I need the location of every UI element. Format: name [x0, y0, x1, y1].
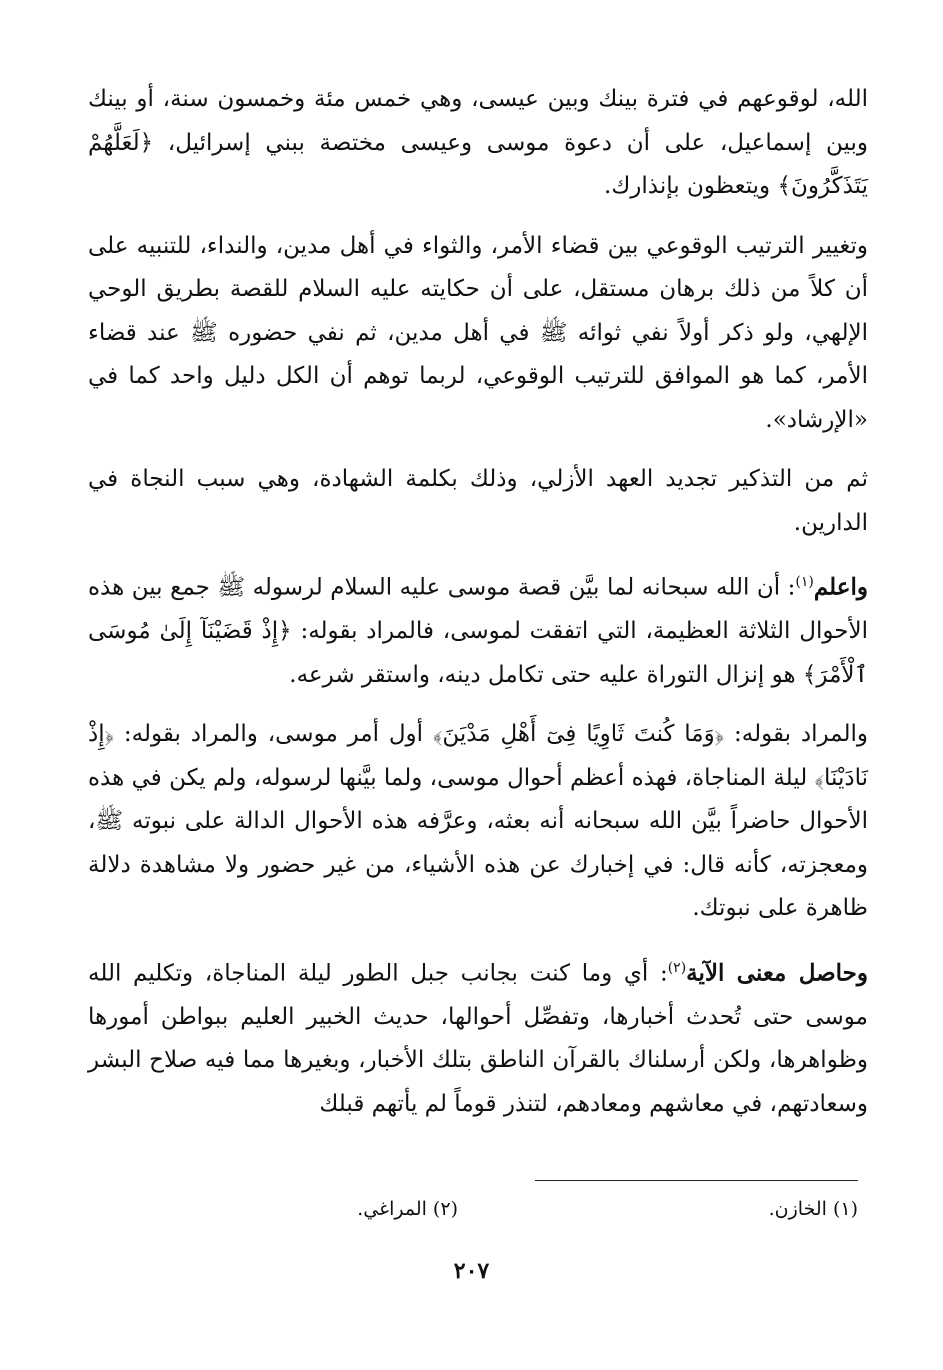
paragraph-6-lead: وحاصل معنى الآية: [686, 959, 868, 987]
paragraph-4-text: : أن الله سبحانه لما بيَّن قصة موسى عليه السلام لرسوله ﷺ جمع بين هذه الأحوال الثلاثة العظيمة، التي اتفقت لموسى، فالمراد بقوله: ﴿إِذْ قَضَيْنَآ إِلَىٰ مُوسَى ٱلْأَمْرَ﴾ هو إنزال التوراة عليه حتى تكامل دينه، واستقر شرعه.: [88, 574, 868, 688]
footnote-separator: [535, 1180, 858, 1181]
paragraph-5: [88, 713, 868, 931]
paragraph-2-text: وتغيير الترتيب الوقوعي بين قضاء الأمر، والثواء في أهل مدين، والنداء، للتنبيه على أن كلاً من ذلك برهان مستقل، على أن حكايته عليه السلام للقصة بطريق الوحي الإلهي، ولو ذكر أولاً نفي ثوائه ﷺ في أهل مدين، ثم نفي حضوره ﷺ عند قضاء الأمر، كما هو الموافق للترتيب الوقوعي، لربما توهم أن الكل دليل واحد كما في «الإرشاد».: [88, 232, 868, 433]
paragraph-4-lead: واعلم: [813, 573, 868, 601]
paragraph-3-text: ثم من التذكير تجديد العهد الأزلي، وذلك بكلمة الشهادة، وهي سبب النجاة في الدارين.: [88, 466, 868, 536]
paragraph-1: [88, 78, 868, 209]
paragraph-6-text: : أي وما كنت بجانب جبل الطور ليلة المناجاة، وتكليم الله موسى حتى تُحدث أخبارها، وتفصِّل أحوالها، حديث الخبير العليم ببواطن أمورها وظواهرها، ولكن أرسلناك بالقرآن الناطق بتلك الأخبار، وبغيرها مما فيه صلاح البشر وسعادتهم، في معاشهم ومعادهم، لتنذر قوماً لم يأتهم قبلك: [88, 960, 868, 1117]
footnote-1: (١) الخازن.: [768, 1198, 858, 1220]
paragraph-3: [88, 458, 868, 545]
footnote-2: (٢) المراغي.: [357, 1198, 458, 1220]
footnote-marker-2: (٢): [667, 959, 687, 976]
footnote-marker-1: (١): [795, 574, 814, 590]
paragraph-5-text: والمراد بقوله: ﴿وَمَا كُنتَ ثَاوِيًا فِىٓ أَهْلِ مَدْيَنَ﴾ أول أمر موسى، والمراد بقوله: ﴿إِذْ نَادَيْنَا﴾ ليلة المناجاة، فهذه أعظم أحوال موسى، ولما بيَّنها لرسوله، ولم يكن في هذه الأحوال حاضراً بيَّن الله سبحانه أنه بعثه، وعرَّفه هذه الأحوال الدالة على نبوته ﷺ، ومعجزته، كأنه قال: في إخبارك عن هذه الأشياء، من غير حضور ولا مشاهدة دلالة ظاهرة على نبوتك.: [88, 721, 868, 922]
paragraph-2: [88, 225, 868, 443]
page-number: ٢٠٧: [453, 1258, 490, 1284]
paragraph-4: [88, 561, 868, 697]
page-body: [88, 78, 868, 1142]
paragraph-1-text: الله، لوقوعهم في فترة بينك وبين عيسى، وهي خمس مئة وخمسون سنة، أو بينك وبين إسماعيل، على أن دعوة موسى وعيسى مختصة ببني إسرائيل، ﴿لَعَلَّهُمْ يَتَذَكَّرُونَ﴾ ويتعظون بإنذارك.: [88, 86, 868, 199]
paragraph-6: [88, 947, 868, 1127]
